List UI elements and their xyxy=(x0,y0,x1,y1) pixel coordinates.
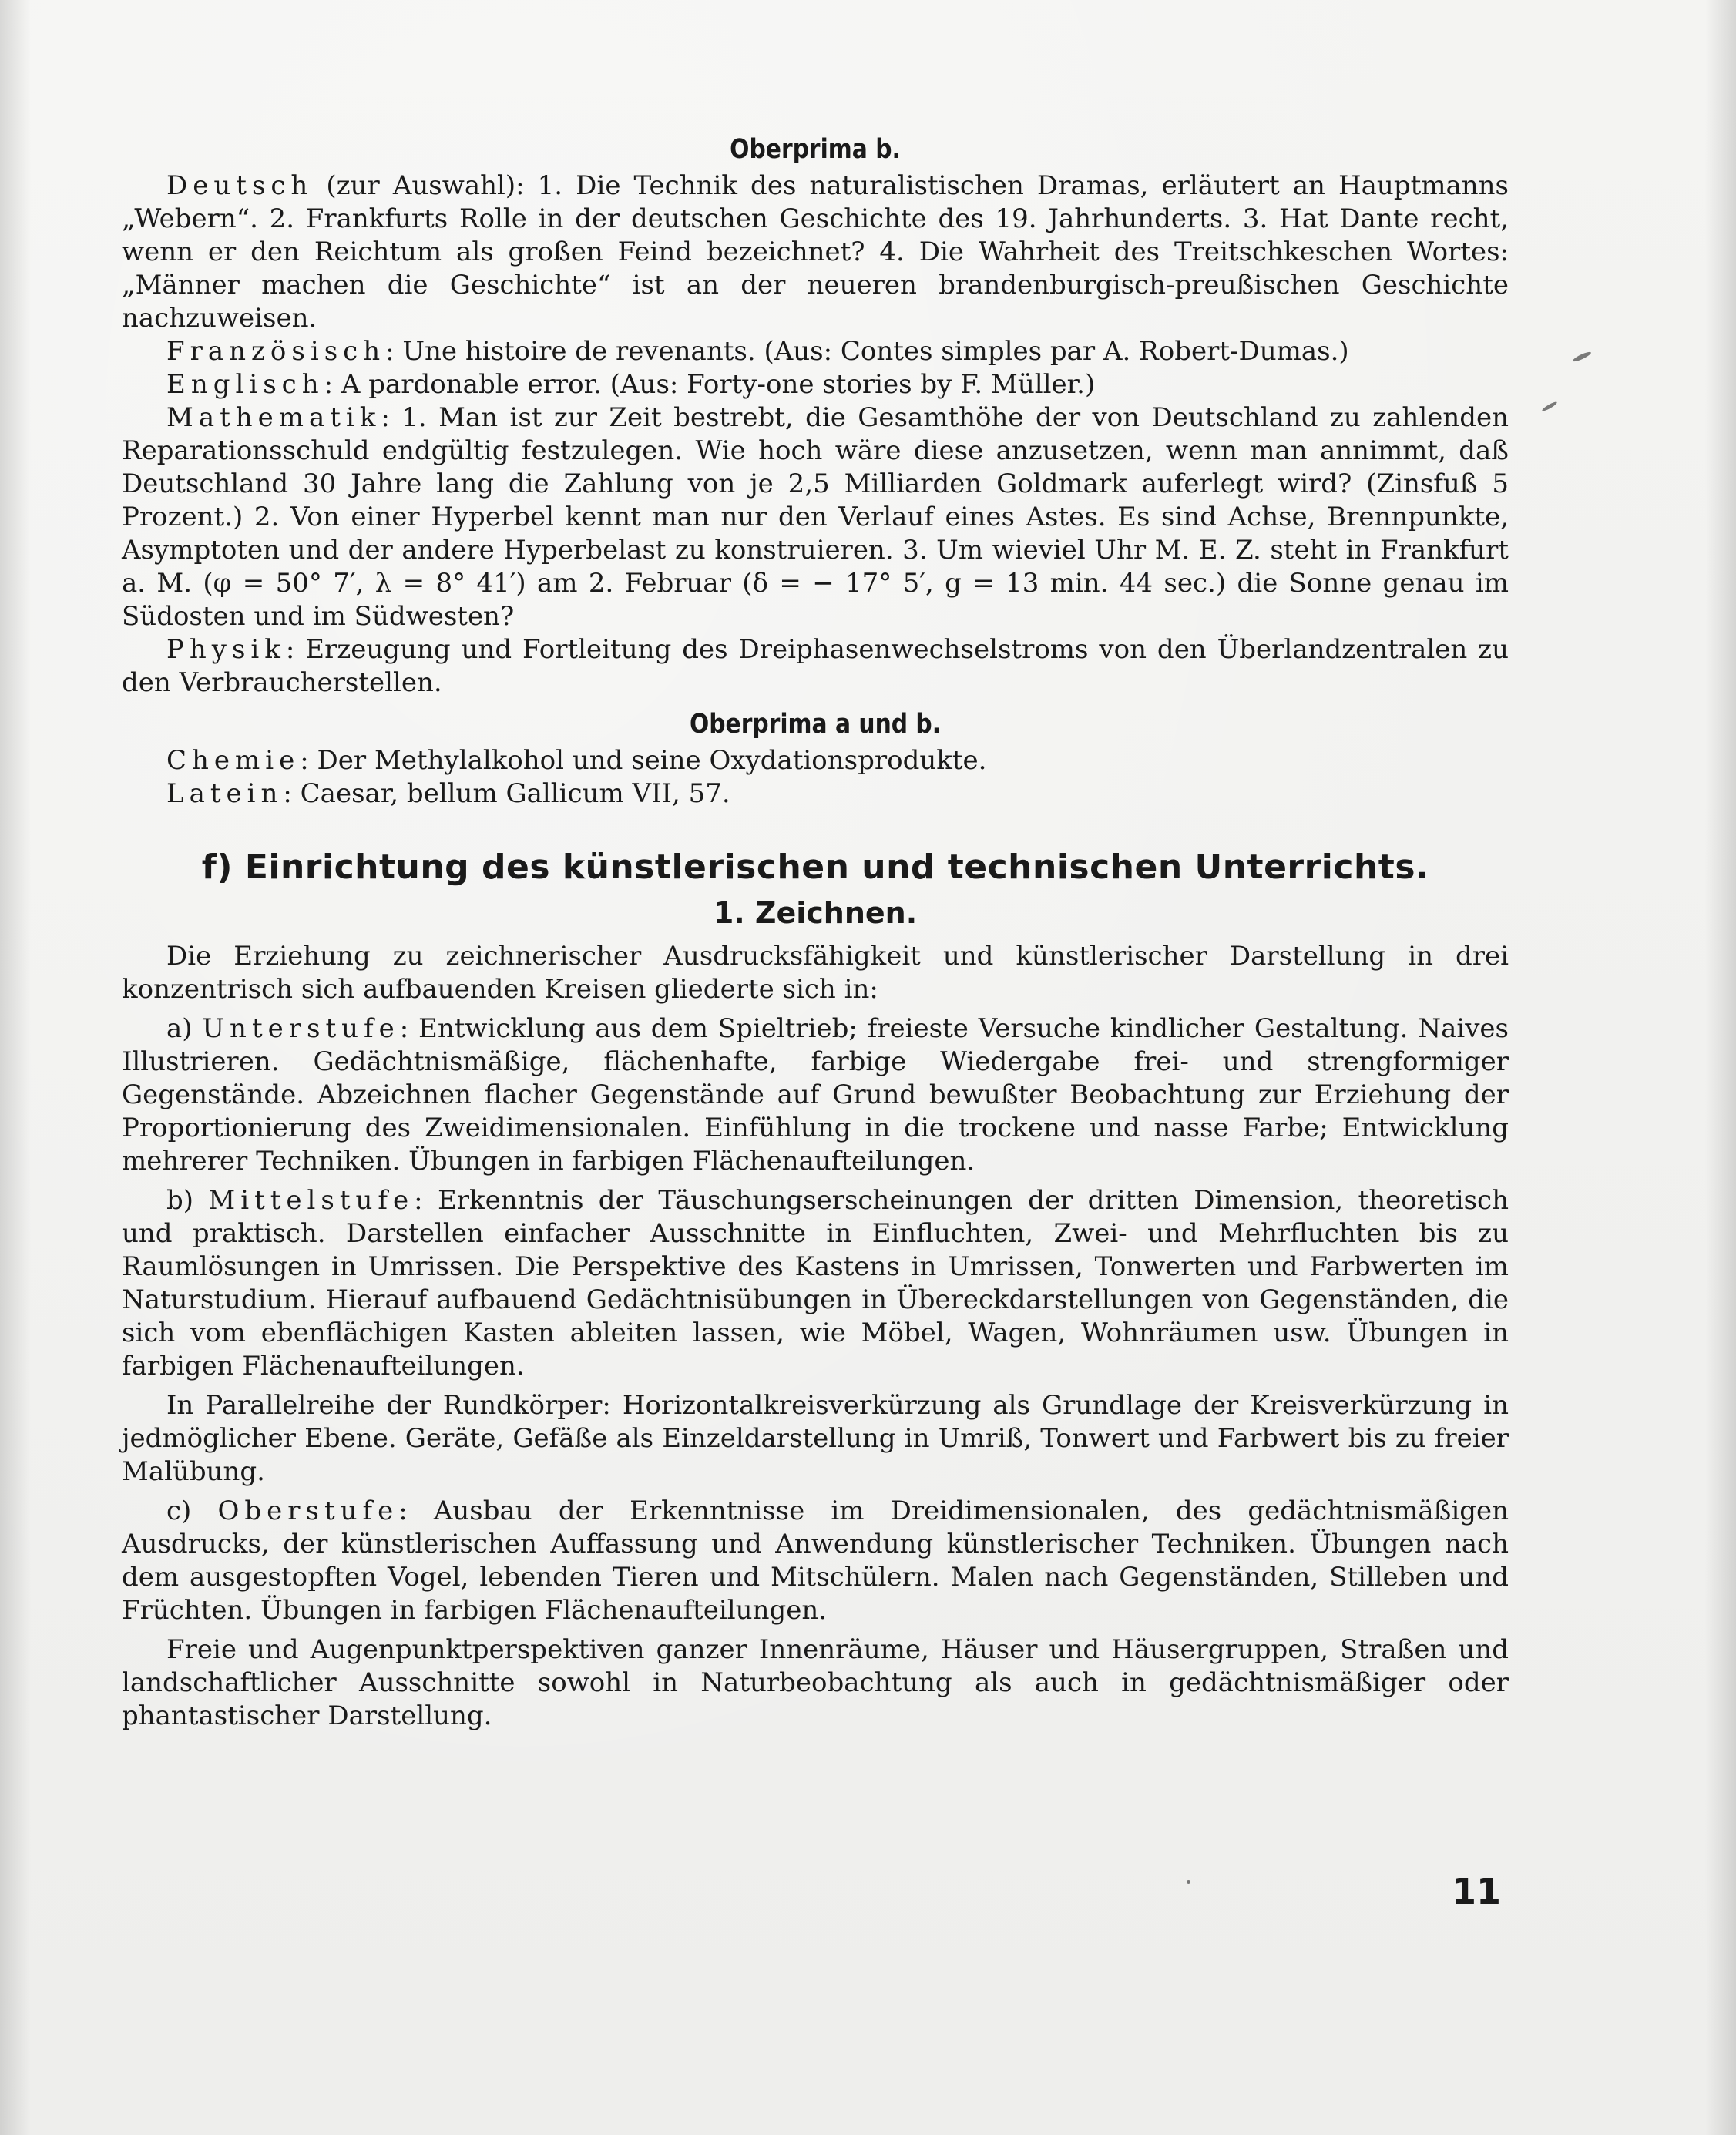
stage-label-mittelstufe: Mittelstufe xyxy=(208,1185,415,1216)
paragraph-text: : 1. Man ist zur Zeit bestrebt, die Gesamthöhe der von Deutschland zu zahlenden Reparationsschuld endgültig festzulegen. Wie hoch wäre diese anzusetzen, wenn man annimmt, daß Deutschland 30 Jahre lang die Zahlung von je 2,5 Milliarden Goldmark auferlegt wird? (Zinsfuß 5 Prozent.) 2. Von einer Hyperbel kennt man nur den Verlauf eines Astes. Es sind Achse, Brennpunkte, Asymptoten und der andere Hyperbelast zu konstruieren. 3. Um wieviel Uhr M. E. Z. steht in Frankfurt a. M. (φ = 50° 7′, λ = 8° 41′) am 2. Februar (δ = − 17° 5′, g = 13 min. 44 sec.) die Sonne genau im Südosten und im Südwesten? xyxy=(122,402,1509,632)
subject-label-latein: Latein xyxy=(166,778,284,809)
paragraph-perspektiven: Freie und Augenpunktperspektiven ganzer Innenräume, Häuser und Häusergruppen, Straßen und landschaftlicher Ausschnitte sowohl in Naturbeobachtung als auch in gedächtnismäßiger oder phantastischer Darstellung. xyxy=(122,1634,1509,1731)
subject-label-englisch: Englisch xyxy=(166,369,324,400)
section-heading-oberprima-b: Oberprima b. xyxy=(730,134,901,165)
paragraph-latein xyxy=(122,777,1509,811)
list-marker: c) xyxy=(166,1496,218,1526)
subject-label-chemie: Chemie xyxy=(166,745,301,776)
paragraph-englisch xyxy=(122,368,1509,401)
page-number: 11 xyxy=(1451,1871,1501,1912)
subject-label-physik: Physik xyxy=(166,634,286,665)
paragraph-text: (zur Auswahl): 1. Die Technik des naturalistischen Dramas, erläutert an Hauptmanns „Webern“. 2. Frankfurts Rolle in der deutschen Geschichte des 19. Jahrhunderts. 3. Hat Dante recht, wenn er den Reichtum als großen Feind bezeichnet? 4. Die Wahrheit des Treitschkeschen Wortes: „Männer machen die Geschichte“ ist an der neueren brandenburgisch-preußischen Geschichte nachzuweisen. xyxy=(122,170,1509,334)
paragraph-chemie xyxy=(122,744,1509,777)
paragraph-parallelreihe: In Parallelreihe der Rundkörper: Horizontalkreisverkürzung als Grundlage der Kreisverkürzung in jedmöglicher Ebene. Geräte, Gefäße als Einzeldarstellung in Umriß, Tonwert und Farbwert bis zu freier Malübung. xyxy=(122,1390,1509,1487)
paragraph-deutsch xyxy=(122,170,1509,335)
paragraph-text: : Une histoire de revenants. (Aus: Contes simples par A. Robert-Dumas.) xyxy=(385,336,1349,367)
stage-label-oberstufe: Oberstufe xyxy=(217,1496,399,1526)
paragraph-oberstufe xyxy=(122,1495,1509,1627)
paragraph-text: : A pardonable error. (Aus: Forty-one stories by F. Müller.) xyxy=(324,369,1096,400)
list-marker: b) xyxy=(166,1185,209,1216)
paragraph-text: : Der Methylalkohol und seine Oxydationsprodukte. xyxy=(300,745,987,776)
subject-label-deutsch: Deutsch xyxy=(166,170,314,201)
ink-speck xyxy=(1572,351,1592,363)
ink-speck xyxy=(1187,1880,1190,1884)
stage-label-unterstufe: Unterstufe xyxy=(202,1013,400,1044)
paragraph-mathematik xyxy=(122,401,1509,633)
paragraph-franzoesisch xyxy=(122,335,1509,368)
sub-heading-zeichnen: 1. Zeichnen. xyxy=(713,896,918,930)
paragraph-text: : Entwicklung aus dem Spieltrieb; freieste Versuche kindlicher Gestaltung. Naives Illustrieren. Gedächtnismäßige, flächenhafte, farbige Wiedergabe frei- und strengformiger Gegenstände. Abzeichnen flacher Gegenstände auf Grund bewußter Beobachtung zur Erziehung der Proportionierung des Zweidimensionalen. Einfühlung in die trockene und nasse Farbe; Entwicklung mehrerer Techniken. Übungen in farbigen Flächenaufteilungen. xyxy=(122,1013,1509,1177)
right-edge-shadow xyxy=(1705,0,1736,2135)
paragraph-intro: Die Erziehung zu zeichnerischer Ausdrucksfähigkeit und künstlerischer Darstellung in drei konzentrisch sich aufbauenden Kreisen gliederte sich in: xyxy=(122,941,1509,1005)
subject-label-franzoesisch: Französisch xyxy=(166,336,386,367)
paragraph-text: : Erzeugung und Fortleitung des Dreiphasenwechselstroms von den Überlandzentralen zu den Verbraucherstellen. xyxy=(122,634,1509,698)
main-heading: f) Einrichtung des künstlerischen und technischen Unterrichts. xyxy=(201,848,1429,887)
paragraph-text: : Ausbau der Erkenntnisse im Dreidimensionalen, des gedächtnismäßigen Ausdrucks, der künstlerischen Auffassung und Anwendung künstlerischer Techniken. Übungen nach dem ausgestopften Vogel, lebenden Tieren und Mitschülern. Malen nach Gegenständen, Stilleben und Früchten. Übungen in farbigen Flächenaufteilungen. xyxy=(122,1496,1509,1626)
paragraph-text: : Erkenntnis der Täuschungserscheinungen der dritten Dimension, theoretisch und praktisch. Darstellen einfacher Ausschnitte in Einfluchten, Zwei- und Mehrfluchten bis zu Raumlösungen in Umrissen. Die Perspektive des Kastens in Umrissen, Tonwerten und Farbwerten im Naturstudium. Hierauf aufbauend Gedächtnisübungen in Übereckdarstellungen von Gegenständen, die sich vom ebenflächigen Kasten ableiten lassen, wie Möbel, Wagen, Wohnräumen usw. Übungen in farbigen Flächenaufteilungen. xyxy=(122,1185,1509,1381)
paragraph-unterstufe xyxy=(122,1012,1509,1178)
paragraph-mittelstufe xyxy=(122,1184,1509,1383)
section-heading-oberprima-a-und-b: Oberprima a und b. xyxy=(689,709,942,740)
subject-label-mathematik: Mathematik xyxy=(166,402,381,433)
document-body xyxy=(122,131,1509,1733)
paragraph-text: : Caesar, bellum Gallicum VII, 57. xyxy=(283,778,730,809)
paragraph-physik xyxy=(122,633,1509,700)
ink-speck xyxy=(1541,401,1558,412)
left-edge-shadow xyxy=(0,0,31,2135)
list-marker: a) xyxy=(166,1013,203,1044)
